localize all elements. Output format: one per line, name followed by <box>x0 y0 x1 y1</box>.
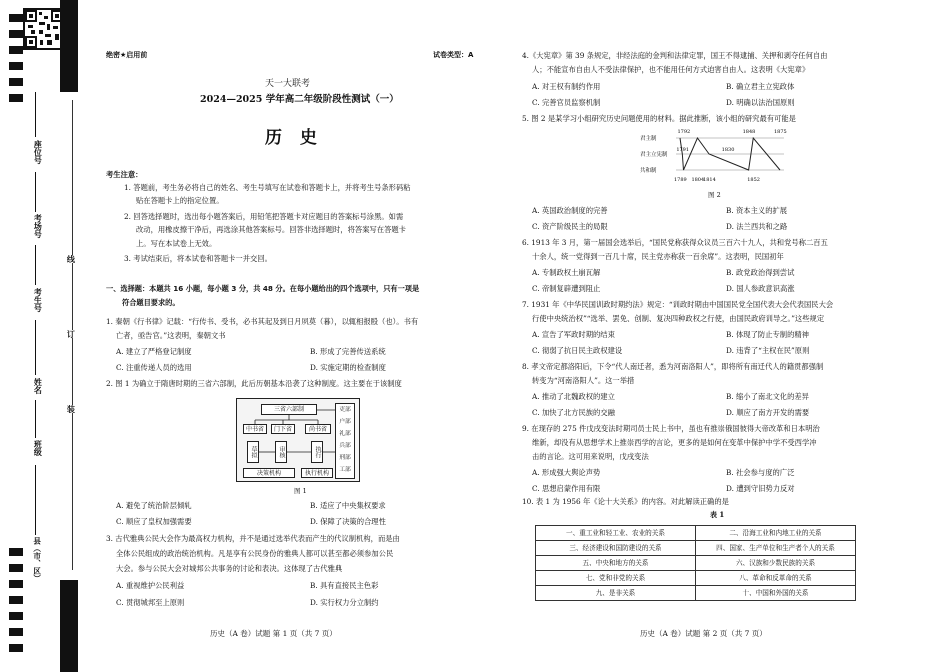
q3-stem: 3. 古代雅典公民大会作为最高权力机构，并不是通过选举代表而产生的代议制机构，而是由 <box>106 534 400 543</box>
fig1-connectors <box>237 399 361 483</box>
table-row <box>536 586 856 601</box>
q5-stem: 5. 图 2 是某学习小组研究历史问题使用的材料。据此推断，该小组的研究最有可能是 <box>522 114 796 123</box>
binding-strip <box>0 0 80 672</box>
class-label: 班级 <box>33 440 43 456</box>
fig1-execute-node: 执行 <box>311 441 323 463</box>
fig2-year-label: 1830 <box>721 147 735 153</box>
q7-option-c[interactable]: C. 彻弱了抗日民主政权建设 <box>532 346 623 355</box>
q7-stem: 7. 1931 年《中华民国训政时期约法》规定：“训政时期由中国国民党全国代表大会代表国民大会 <box>522 300 834 309</box>
q3-option-a[interactable]: A. 重视维护公民利益 <box>116 581 185 590</box>
fig2-caption: 图 2 <box>708 191 721 199</box>
table-cell: 五、中央和地方的关系 <box>536 556 696 571</box>
notice-line: 贴在答题卡上的指定位置。 <box>136 196 224 205</box>
q5-option-b[interactable]: B. 资本主义的扩展 <box>726 206 788 215</box>
q5-option-a[interactable]: A. 英国政治制度的完善 <box>532 206 608 215</box>
exam-room-label: 考场号 <box>33 214 43 238</box>
seat-number-label: 座位号 <box>33 140 43 164</box>
qr-code-icon <box>23 8 65 50</box>
q4-option-c[interactable]: C. 完善官员监察机制 <box>532 98 601 107</box>
q4-option-d[interactable]: D. 明确以法治国原则 <box>726 98 795 107</box>
fig1-ministry: 户部 <box>339 419 351 425</box>
fig1-zhongshu: 中书省 <box>243 424 267 434</box>
q8-option-d[interactable]: D. 顺应了南方开发的需要 <box>726 408 810 417</box>
notice-line: 改动，用橡皮擦干净后，再选涂其他答案标号。回答非选择题时，将答案写在答题卡 <box>136 225 406 234</box>
test-title: 2024—2025 学年高二年级阶段性测试（一） <box>200 94 399 105</box>
q3-option-b[interactable]: B. 具有直接民主色彩 <box>310 581 379 590</box>
q7-option-d[interactable]: D. 违背了“主权在民”原则 <box>726 346 810 355</box>
org-name: 天一大联考 <box>265 79 311 89</box>
q1-stem: 1. 秦朝《行书律》记载：“行传书、受书，必书其起及到日月夙莫（暮），以辄相报殹（也）。书有 <box>106 317 419 326</box>
table-cell: 二、沿海工业和内地工业的关系 <box>696 526 856 541</box>
fig1-ministry: 刑部 <box>339 455 351 461</box>
table-cell: 三、经济建设和国防建设的关系 <box>536 541 696 556</box>
subject-title: 历 史 <box>265 128 323 148</box>
figure-1-diagram <box>236 398 360 482</box>
table-cell: 四、国家、生产单位和生产者个人的关系 <box>696 541 856 556</box>
q1-option-a[interactable]: A. 建立了严格登记制度 <box>116 347 192 356</box>
q8-option-b[interactable]: B. 缩小了南北文化的差异 <box>726 392 809 401</box>
q4-stem: 4.《大宪章》第 39 条规定，非经法庭的金判和法律定罪，国王不得逮捕、关押和剥夺任何自由 <box>522 51 828 60</box>
q5-option-c[interactable]: C. 资产阶级民主的局限 <box>532 222 608 231</box>
fig2-year-label: 1814 <box>703 177 716 183</box>
table-row <box>536 571 856 586</box>
fig2-year-label: 1804 <box>691 177 705 183</box>
q9-option-d[interactable]: D. 遭到守旧势力反对 <box>726 484 795 493</box>
fig1-execution-box: 执行机构 <box>301 468 333 478</box>
q9-stem: 维新，却没有从思想学术上推崇西学的言论，更多的是如何在变革中保护中学不受西学冲 <box>532 438 817 447</box>
secret-mark: 绝密★启用前 <box>106 51 148 59</box>
q2-option-c[interactable]: C. 顺应了皇权加强需要 <box>116 517 192 526</box>
paper-type: 试卷类型：A <box>433 51 474 59</box>
fig1-menxia: 门下省 <box>271 424 295 434</box>
table-1 <box>535 525 856 601</box>
fig2-y-label: 君主制 <box>640 136 657 142</box>
notice-line: 2. 回答选择题时，选出每小题答案后，用铅笔把答题卡对应题目的答案标号涂黑。如需 <box>124 212 404 221</box>
q10-stem: 10. 表 1 为 1956 年《论十大关系》的内容。对此解读正确的是 <box>522 497 729 506</box>
q3-option-d[interactable]: D. 实行权力分立制约 <box>310 598 379 607</box>
q1-option-b[interactable]: B. 形成了完善传送系统 <box>310 347 386 356</box>
fig2-year-label: 1789 <box>674 177 687 183</box>
q3-stem: 全体公民组成的政治统治机构。凡是享有公民身份的雅典人都可以甚至都必须参加公民 <box>116 549 394 558</box>
table-cell: 十、中国和外国的关系 <box>696 586 856 601</box>
q6-option-a[interactable]: A. 专制政权土崩瓦解 <box>532 268 601 277</box>
section-heading: 一、选择题：本题共 16 小题，每小题 3 分，共 48 分。在每小题给出的四个选项中，只有一项是 <box>106 284 420 293</box>
q2-option-a[interactable]: A. 避免了统治阶层倾轧 <box>116 501 192 510</box>
footer-right: 历史（A 卷）试题 第 2 页（共 7 页） <box>640 629 767 638</box>
fig2-year-label: 1852 <box>747 177 760 183</box>
q7-option-b[interactable]: B. 体现了防止专制的精神 <box>726 330 809 339</box>
name-label: 姓名 <box>33 378 43 394</box>
fig2-year-label: 1848 <box>742 129 756 135</box>
q3-option-c[interactable]: C. 贯彻城邦至上原则 <box>116 598 185 607</box>
candidate-number-label: 考生号 <box>33 288 43 312</box>
q9-option-c[interactable]: C. 思想启蒙作用有限 <box>532 484 601 493</box>
county-label: 县（市、区） <box>32 537 42 582</box>
fig1-ministry: 礼部 <box>339 431 351 437</box>
table-1-title: 表 1 <box>710 510 725 519</box>
table-cell: 八、革命和反革命的关系 <box>696 571 856 586</box>
binding-order-mark: 订 <box>64 330 76 338</box>
fig2-year-label: 1791 <box>676 147 690 153</box>
q2-option-b[interactable]: B. 适应了中央集权要求 <box>310 501 386 510</box>
fig2-year-label: 1792 <box>677 129 691 135</box>
q7-stem: 行使中央统治权”“选举、罢免、创制、复决四种政权之行使，由国民政府训导之。”这些规定 <box>532 314 825 323</box>
q6-option-d[interactable]: D. 国人参政意识高涨 <box>726 284 795 293</box>
table-row <box>536 526 856 541</box>
table-cell: 六、汉族和少数民族的关系 <box>696 556 856 571</box>
q6-stem: 十余人，统一党得到一百几十席，民主党亦称获一百余席”。这表明，民国初年 <box>532 252 784 261</box>
q6-stem: 6. 1913 年 3 月，第一届国会选举后，“国民党称获得众议员三百六十九人，共和党号称二百五 <box>522 238 828 247</box>
q9-stem: 击的言论。这可用来说明，戊戌变法 <box>532 452 649 461</box>
q3-stem: 大会。参与公民大会对城邦公共事务的讨论和表决。这体现了古代雅典 <box>116 564 343 573</box>
binding-bind-mark: 装 <box>64 405 76 413</box>
q8-option-c[interactable]: C. 加快了北方民族的交融 <box>532 408 615 417</box>
fig1-ministry: 工部 <box>339 467 351 473</box>
q4-stem: 人；不能宣布自由人不受法律保护，也不能用任何方式迫害自由人。这表明《大宪章》 <box>532 65 810 74</box>
table-cell: 一、重工业和轻工业、农业的关系 <box>536 526 696 541</box>
notice-title: 考生注意： <box>106 170 143 179</box>
q8-stem: 转变为“河南洛阳人”。这一举措 <box>532 376 635 385</box>
q1-option-c[interactable]: C. 注重传递人员的选用 <box>116 363 192 372</box>
q7-option-a[interactable]: A. 宣告了军政时期的结束 <box>532 330 615 339</box>
table-cell: 九、是非关系 <box>536 586 696 601</box>
fig2-y-label: 君主立宪制 <box>640 152 668 158</box>
q2-stem: 2. 图 1 为确立于隋唐时期的三省六部制，此后历朝基本沿袭了这种制度。这主要在于该制度 <box>106 379 402 388</box>
binding-line-mark: 线 <box>64 255 76 263</box>
footer-left: 历史（A 卷）试题 第 1 页（共 7 页） <box>210 629 337 638</box>
q9-option-b[interactable]: B. 社会参与度的广泛 <box>726 468 795 477</box>
table-cell: 七、党和非党的关系 <box>536 571 696 586</box>
fig1-ministry: 兵部 <box>339 443 351 449</box>
fig2-year-label: 1875 <box>774 129 787 135</box>
q1-stem: 亡者，亟告官。”这表明，秦朝文书 <box>116 331 226 340</box>
table-row <box>536 541 856 556</box>
q6-option-c[interactable]: C. 帝制复辟遭到阻止 <box>532 284 601 293</box>
fig1-draft-node: 草拟 <box>247 441 259 463</box>
notice-line: 上。写在本试卷上无效。 <box>136 239 217 248</box>
q9-stem: 9. 在现存的 275 件戊戌变法时期司员士民上书中，虽也有推崇俄国彼得大帝改革和日本明治 <box>522 424 820 433</box>
q2-option-d[interactable]: D. 保障了决策的合理性 <box>310 517 386 526</box>
q8-stem: 8. 孝文帝定都洛阳后，下令“代人南迁者，悉为河南洛阳人”，即将所有南迁代人的籍贯都强制 <box>522 362 824 371</box>
q6-option-b[interactable]: B. 政党政治得到尝试 <box>726 268 795 277</box>
fig2-y-label: 共和制 <box>640 168 657 174</box>
q4-option-b[interactable]: B. 确立君主立宪政体 <box>726 82 795 91</box>
q1-option-d[interactable]: D. 实施定期的检查制度 <box>310 363 386 372</box>
figure-2-chart <box>640 124 790 188</box>
fig1-review-node: 审核 <box>275 441 287 463</box>
section-heading: 符合题目要求的。 <box>122 298 180 307</box>
table-row <box>536 556 856 571</box>
q9-option-a[interactable]: A. 形成强大舆论声势 <box>532 468 601 477</box>
fig1-shangshu: 尚书省 <box>305 424 331 434</box>
q5-option-d[interactable]: D. 法兰西共和之路 <box>726 222 788 231</box>
fig1-caption: 图 1 <box>294 487 307 495</box>
fig1-top-box: 三省六部制 <box>261 404 317 415</box>
notice-line: 1. 答题前，考生务必将自己的姓名、考生号填写在试卷和答题卡上，并将考生号条形码粘 <box>124 183 411 192</box>
notice-line: 3. 考试结束后，将本试卷和答题卡一并交回。 <box>124 254 272 263</box>
q8-option-a[interactable]: A. 推动了北魏政权的建立 <box>532 392 615 401</box>
fig1-decision-box: 决策机构 <box>243 468 295 478</box>
fig1-ministry: 吏部 <box>339 407 351 413</box>
q4-option-a[interactable]: A. 对王权有制约作用 <box>532 82 601 91</box>
